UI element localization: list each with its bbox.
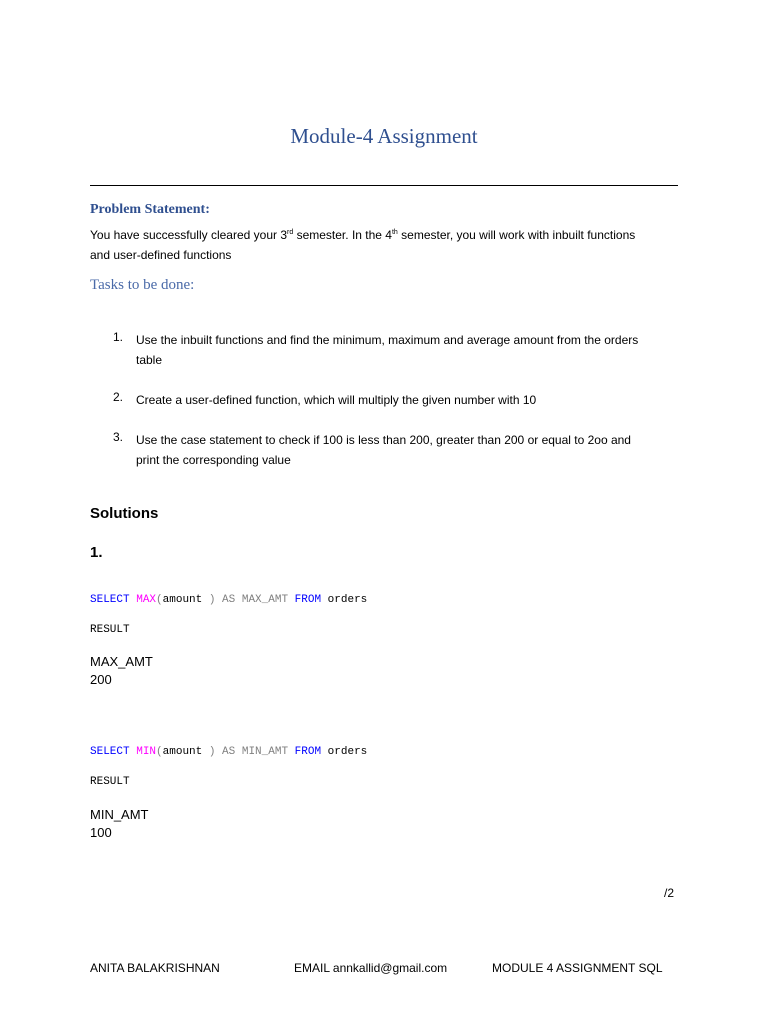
result-column: MIN_AMT	[90, 807, 149, 822]
footer-module: MODULE 4 ASSIGNMENT SQL	[492, 961, 663, 975]
superscript-th: th	[391, 229, 398, 236]
title-divider	[90, 185, 678, 186]
sql-keyword-select: SELECT	[90, 594, 130, 606]
sql-keyword-from: FROM	[294, 594, 322, 606]
problem-statement-text	[90, 223, 690, 265]
task-line: Use the inbuilt functions and find the minimum, maximum and average amount from the orders	[136, 333, 639, 347]
task-line: table	[136, 353, 163, 367]
problem-line-2: and user-defined functions	[90, 248, 232, 262]
result-block	[90, 653, 153, 689]
sql-query-min	[90, 746, 367, 758]
sql-argument: amount	[162, 746, 203, 758]
sql-keyword-from: FROM	[294, 746, 322, 758]
task-item	[136, 430, 681, 470]
page-title: Module-4 Assignment	[290, 124, 478, 148]
footer-email: EMAIL annkallid@gmail.com	[294, 961, 448, 975]
result-value: 100	[90, 825, 112, 840]
problem-line-1	[90, 223, 690, 245]
result-label: RESULT	[90, 624, 130, 636]
sql-function: MIN	[136, 746, 157, 758]
problem-statement-heading: Problem Statement:	[90, 202, 210, 217]
sql-keyword-select: SELECT	[90, 746, 130, 758]
sql-paren: (	[156, 594, 163, 606]
task-number: 2.	[113, 390, 124, 404]
sql-table: orders	[321, 594, 368, 606]
sql-alias: MAX_AMT	[241, 594, 295, 606]
task-item	[136, 390, 681, 410]
task-number: 1.	[113, 330, 124, 344]
task-line: Use the case statement to check if 100 is less than 200, greater than 200 or equal to 2oo and	[136, 433, 631, 447]
result-column: MAX_AMT	[90, 654, 153, 669]
problem-text-c: semester, you will work with inbuilt functions	[397, 228, 636, 242]
result-block	[90, 806, 149, 842]
sql-alias: MIN_AMT	[241, 746, 295, 758]
sql-paren: )	[202, 594, 216, 606]
sql-query-max	[90, 594, 367, 606]
result-label: RESULT	[90, 776, 130, 788]
sql-paren: (	[156, 746, 163, 758]
sql-paren: )	[202, 746, 216, 758]
page-marker: /2	[664, 886, 675, 900]
sql-function: MAX	[136, 594, 157, 606]
superscript-rd: rd	[287, 229, 294, 236]
tasks-heading: Tasks to be done:	[90, 277, 195, 293]
footer-author: ANITA BALAKRISHNAN	[90, 961, 220, 975]
task-item	[136, 330, 681, 370]
problem-text-a: You have successfully cleared your 3	[90, 228, 288, 242]
sql-table: orders	[321, 746, 368, 758]
task-line: print the corresponding value	[136, 453, 291, 467]
sql-keyword-as: AS	[215, 746, 242, 758]
problem-text-b: semester. In the 4	[293, 228, 392, 242]
result-value: 200	[90, 672, 112, 687]
task-line: Create a user-defined function, which will multiply the given number with 10	[136, 393, 537, 407]
solution-number: 1.	[90, 544, 103, 561]
sql-argument: amount	[162, 594, 203, 606]
sql-keyword-as: AS	[215, 594, 242, 606]
solutions-heading: Solutions	[90, 505, 159, 522]
task-number: 3.	[113, 430, 124, 444]
